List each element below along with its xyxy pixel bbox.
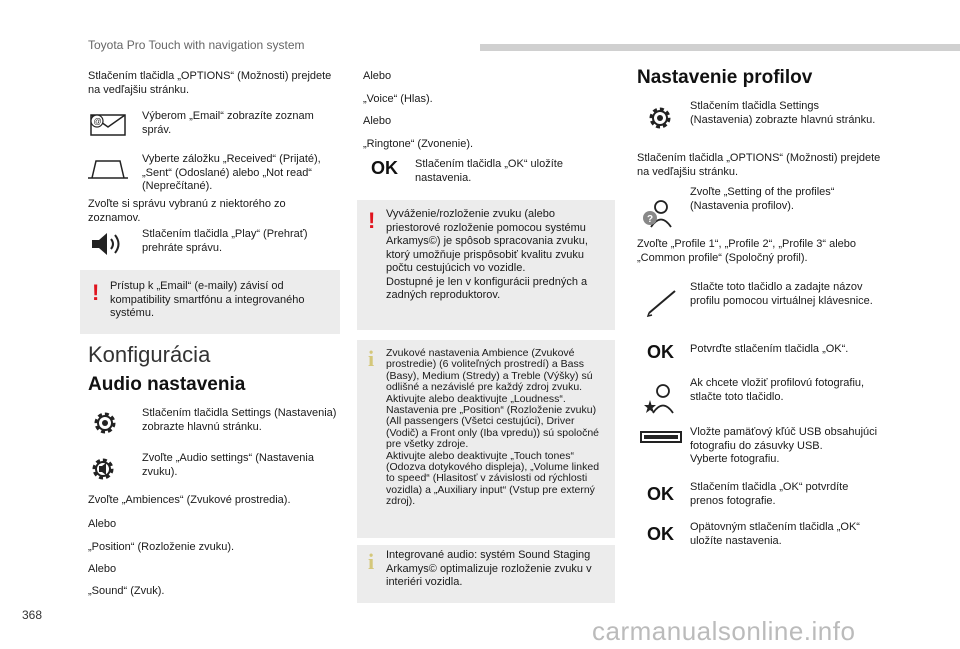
info-arkamys-text: Integrované audio: systém Sound Staging Arkamys© optimalizuje rozloženie zvuku v interiéri vozidla.	[386, 549, 592, 588]
audio-settings-icon	[88, 453, 122, 490]
col2-ringtone: „Ringtone“ (Zvonenie).	[363, 138, 474, 150]
col1-choose-message: Zvoľte si správu vybranú z niektorého zo zoznamov.	[88, 198, 286, 224]
col1-settings-step: Stlačením tlačidla Settings (Nastavenia) zobrazte hlavnú stránku.	[142, 407, 337, 433]
running-header: Toyota Pro Touch with navigation system	[88, 38, 305, 52]
pencil-icon	[645, 287, 679, 322]
ok-photo-step: Stlačením tlačidla „OK“ potvrdíte prenos fotografie.	[690, 481, 849, 507]
header-bar	[480, 44, 960, 51]
ok-confirm-step: Potvrďte stlačením tlačidla „OK“.	[690, 343, 849, 355]
section-title: Konfigurácia	[88, 342, 211, 367]
usb-step: Vložte pamäťový kľúč USB obsahujúci fotografiu do zásuvky USB. Vyberte fotografiu.	[690, 426, 878, 465]
subsection-title: Audio nastavenia	[88, 374, 246, 395]
gear-icon	[90, 408, 120, 443]
col3-settings-step: Stlačením tlačidla Settings (Nastavenia) zobrazte hlavnú stránku.	[690, 100, 876, 126]
col2-or-2: Alebo	[363, 115, 392, 127]
warning-icon: !	[92, 280, 100, 305]
col1-or-2: Alebo	[88, 563, 117, 575]
col2-or-1: Alebo	[363, 70, 392, 82]
col3-choose-profile: Zvoľte „Profile 1“, „Profile 2“, „Profile 3“ alebo „Common profile“ (Spoločný profil).	[637, 238, 857, 264]
svg-text:?: ?	[647, 214, 654, 225]
received-step: Vyberte záložku „Received“ (Prijaté), „Sent“ (Odoslané) alebo „Not read“ (Neprečítané).	[142, 153, 321, 192]
profiles-step: Zvoľte „Setting of the profiles“ (Nastavenia profilov).	[690, 186, 835, 212]
warning-email-text: Prístup k „Email“ (e-maily) závisí od kompatibility smartfónu a integrovaného systému.	[110, 280, 305, 319]
email-icon	[88, 112, 128, 143]
info-audio-text: Zvukové nastavenia Ambience (Zvukové prostredie) (6 voliteľných prostredí) a Bass (Basy), Medium (Stredy) a Treble (Výšky) sú odlišné a nezávislé pre každý zdroj zvuku. Aktivujte alebo deaktivujte „Loudness“. Nastavenia pre „Position“ (Rozloženie zvuku) (All passengers (Všetci cestujúci), Driver (Vodič) a Front only (Iba vpredu)) sú spoločné pre všetky zdroje. Aktivujte alebo deaktivujte „Touch tones“ (Odozva dotykového displeja), „Volume linked to speed“ (Hlasitosť v závislosti od rýchlosti vozidla) a „Auxiliary input“ (Vstup pre externý zdroj).	[386, 347, 600, 508]
info-icon: i	[368, 346, 375, 371]
ok-icon: OK	[647, 524, 674, 544]
profile-question-icon	[641, 196, 675, 235]
ok-icon: OK	[647, 342, 674, 362]
col1-sound: „Sound“ (Zvuk).	[88, 585, 165, 597]
mail-tabs-icon	[86, 158, 130, 185]
col1-options-paragraph: Stlačením tlačidla „OPTIONS“ (Možnosti) prejdete na vedľajšiu stránku.	[88, 70, 332, 96]
email-step: Výberom „Email“ zobrazíte zoznam správ.	[142, 110, 314, 136]
col2-ok-step: Stlačením tlačidla „OK“ uložíte nastavenia.	[415, 158, 563, 184]
speaker-icon	[90, 230, 126, 263]
page-number: 368	[22, 608, 43, 622]
ok-icon: OK	[371, 158, 398, 178]
profile-photo-icon	[641, 380, 677, 421]
col1-position: „Position“ (Rozloženie zvuku).	[88, 541, 235, 553]
edit-name-step: Stlačte toto tlačidlo a zadajte názov profilu pomocou virtuálnej klávesnice.	[690, 281, 873, 307]
audio-settings-step: Zvoľte „Audio settings“ (Nastavenia zvuku).	[142, 452, 314, 478]
col3-options-paragraph: Stlačením tlačidla „OPTIONS“ (Možnosti) prejdete na vedľajšiu stránku.	[637, 152, 881, 178]
col2-voice: „Voice“ (Hlas).	[363, 93, 433, 105]
svg-text:@: @	[93, 117, 102, 126]
col1-ambiences: Zvoľte „Ambiences“ (Zvukové prostredia).	[88, 494, 291, 506]
photo-step: Ak chcete vložiť profilovú fotografiu, stlačte toto tlačidlo.	[690, 377, 865, 403]
ok-save-step: Opätovným stlačením tlačidla „OK“ uložíte nastavenia.	[690, 521, 860, 547]
play-step: Stlačením tlačidla „Play“ (Prehrať) prehráte správu.	[142, 228, 308, 254]
ok-icon: OK	[647, 484, 674, 504]
usb-slot-icon	[640, 431, 682, 450]
info-icon: i	[368, 549, 375, 574]
col1-or-1: Alebo	[88, 518, 117, 530]
watermark: carmanualsonline.info	[592, 616, 856, 646]
profiles-title: Nastavenie profilov	[637, 67, 813, 88]
warning-sound-text: Vyváženie/rozloženie zvuku (alebo priestorové rozloženie pomocou systému Arkamys©) je spôsob spracovania zvuku, ktorý umožňuje prispôsobiť kvalitu zvuku počtu cestujúcich vo vozidle. Dostupné je len v konfigurácii predných a zadných reproduktorov.	[386, 208, 588, 301]
gear-icon	[645, 103, 675, 138]
warning-icon: !	[368, 208, 376, 233]
